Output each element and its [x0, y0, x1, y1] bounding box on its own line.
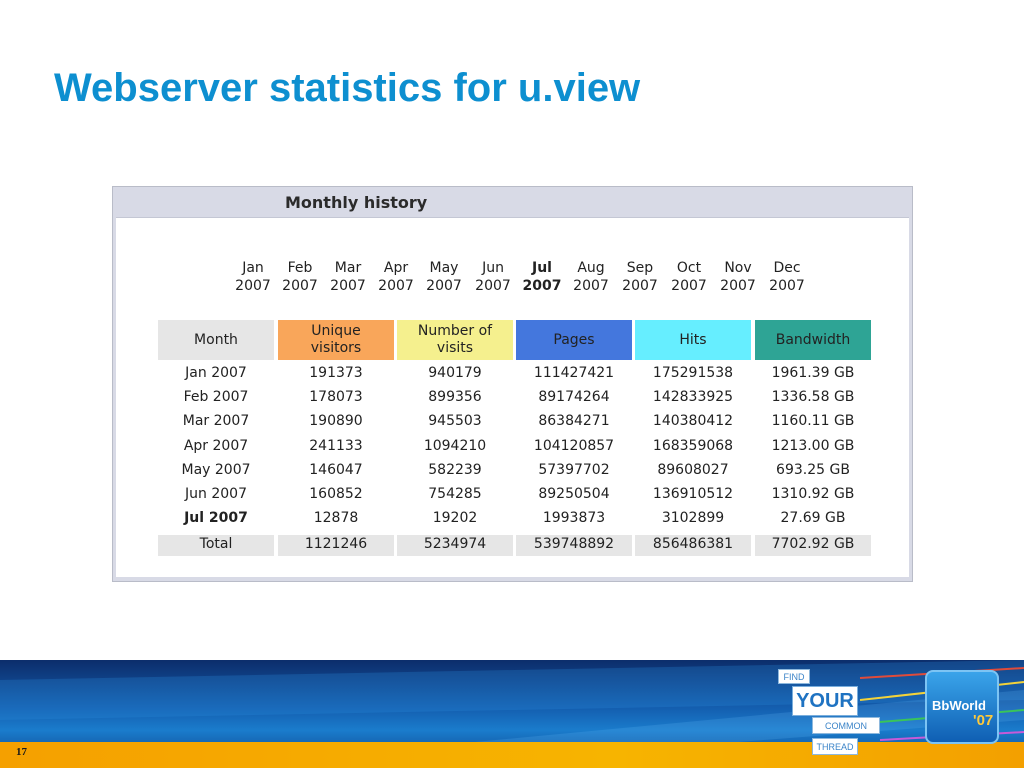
- table-cell: 89174264: [538, 389, 610, 406]
- table-cell: 86384271: [538, 413, 610, 430]
- year-label: 2007: [330, 278, 366, 294]
- monthly-history-title: Monthly history: [285, 193, 428, 212]
- month-link-aug[interactable]: [566, 259, 616, 295]
- year-label: 2007: [378, 278, 414, 294]
- logo-year: '07: [973, 712, 994, 729]
- month-link-jul[interactable]: [517, 259, 567, 295]
- total-cell: 539748892: [533, 536, 615, 552]
- month-link-jun[interactable]: [468, 259, 518, 295]
- table-cell: 168359068: [652, 437, 734, 454]
- column-header-label: Bandwidth: [775, 331, 851, 348]
- year-label: 2007: [522, 278, 562, 294]
- table-cell: 136910512: [652, 486, 734, 502]
- month-link-mar[interactable]: [323, 259, 373, 295]
- total-cell: 5234974: [423, 536, 487, 552]
- page-number: 17: [16, 746, 27, 758]
- table-cell: 3102899: [661, 510, 725, 527]
- month-links: [228, 259, 808, 297]
- table-cell: 12878: [313, 510, 359, 527]
- year-label: 2007: [426, 278, 462, 294]
- table-cell: 754285: [428, 486, 482, 502]
- table-cell: 1961.39 GB: [771, 365, 855, 381]
- month-label: Jul: [532, 260, 552, 276]
- column-header-label: Unique visitors: [310, 323, 362, 356]
- row-month-cell: May 2007: [181, 461, 251, 478]
- month-link-dec[interactable]: [762, 259, 812, 295]
- table-cell: 57397702: [538, 461, 610, 478]
- table-cell: 178073: [309, 389, 363, 406]
- month-link-jan[interactable]: [228, 259, 278, 295]
- month-link-may[interactable]: [419, 259, 469, 295]
- table-cell: 160852: [309, 486, 363, 502]
- screenshot-left-border: [113, 217, 116, 581]
- year-label: 2007: [671, 278, 707, 294]
- month-link-sep[interactable]: [615, 259, 665, 295]
- table-cell: 940179: [428, 365, 482, 381]
- column-header-2: [278, 320, 394, 360]
- year-label: 2007: [573, 278, 609, 294]
- month-link-apr[interactable]: [371, 259, 421, 295]
- column-header-5: [635, 320, 751, 360]
- table-cell: 19202: [432, 510, 478, 527]
- table-cell: 582239: [428, 461, 482, 478]
- table-cell: 191373: [309, 365, 363, 381]
- month-label: Aug: [577, 260, 605, 276]
- month-label: Dec: [773, 260, 801, 276]
- month-label: Jan: [242, 260, 264, 276]
- table-cell: 1160.11 GB: [771, 413, 855, 430]
- tag-find: FIND: [778, 669, 810, 684]
- bbworld-logo: [925, 670, 999, 744]
- table-cell: 190890: [309, 413, 363, 430]
- table-cell: 146047: [309, 461, 363, 478]
- table-cell: 111427421: [533, 365, 615, 381]
- year-label: 2007: [720, 278, 756, 294]
- month-label: Nov: [724, 260, 752, 276]
- month-label: Sep: [626, 260, 654, 276]
- row-month-cell: Jan 2007: [185, 365, 247, 381]
- tag-thread: THREAD: [812, 738, 858, 755]
- screenshot-bottom-border: [113, 577, 912, 581]
- year-label: 2007: [475, 278, 511, 294]
- table-cell: 899356: [428, 389, 482, 406]
- table-cell: 1336.58 GB: [771, 389, 855, 406]
- row-month-cell: Apr 2007: [183, 437, 249, 454]
- month-link-nov[interactable]: [713, 259, 763, 295]
- year-label: 2007: [769, 278, 805, 294]
- year-label: 2007: [282, 278, 318, 294]
- month-label: Mar: [334, 260, 362, 276]
- table-cell: 693.25 GB: [776, 461, 850, 478]
- table-cell: 1094210: [423, 437, 487, 454]
- column-header-4: [516, 320, 632, 360]
- column-header-label: Pages: [553, 331, 595, 348]
- column-header-label: Hits: [679, 331, 707, 348]
- row-month-cell: Jun 2007: [185, 486, 247, 502]
- month-link-feb[interactable]: [275, 259, 325, 295]
- month-label: Oct: [676, 260, 702, 276]
- row-month-cell: Jul 2007: [184, 510, 248, 527]
- total-label: Total: [199, 536, 233, 552]
- total-cell: 856486381: [652, 536, 734, 552]
- month-label: Jun: [482, 260, 504, 276]
- table-cell: 241133: [309, 437, 363, 454]
- slide-title: Webserver statistics for u.view: [54, 66, 641, 110]
- table-cell: 89608027: [657, 461, 729, 478]
- month-label: May: [429, 260, 459, 276]
- embedded-screenshot: [112, 186, 913, 582]
- screenshot-title-bar: [113, 187, 912, 218]
- table-cell: 27.69 GB: [780, 510, 846, 527]
- table-cell: 142833925: [652, 389, 734, 406]
- month-label: Apr: [383, 260, 409, 276]
- footer-orange-strip: [0, 742, 1024, 768]
- row-month-cell: Mar 2007: [182, 413, 250, 430]
- total-cell: 1121246: [304, 536, 368, 552]
- row-month-cell: Feb 2007: [183, 389, 249, 406]
- table-cell: 104120857: [533, 437, 615, 454]
- column-header-1: [158, 320, 274, 360]
- table-cell: 175291538: [652, 365, 734, 381]
- logo-text: BbWorld: [932, 698, 986, 713]
- column-header-3: [397, 320, 513, 360]
- table-cell: 1310.92 GB: [771, 486, 855, 502]
- month-link-oct[interactable]: [664, 259, 714, 295]
- table-cell: 1213.00 GB: [771, 437, 855, 454]
- month-label: Feb: [287, 260, 313, 276]
- column-header-label: Month: [194, 331, 238, 348]
- year-label: 2007: [235, 278, 271, 294]
- year-label: 2007: [622, 278, 658, 294]
- table-cell: 89250504: [538, 486, 610, 502]
- tag-your: YOUR: [792, 686, 858, 716]
- table-cell: 945503: [428, 413, 482, 430]
- table-cell: 1993873: [542, 510, 606, 527]
- tag-common: COMMON: [812, 717, 880, 734]
- table-cell: 140380412: [652, 413, 734, 430]
- column-header-6: [755, 320, 871, 360]
- total-cell: 7702.92 GB: [771, 536, 855, 552]
- screenshot-right-border: [909, 217, 912, 581]
- column-header-label: Number of visits: [417, 323, 493, 356]
